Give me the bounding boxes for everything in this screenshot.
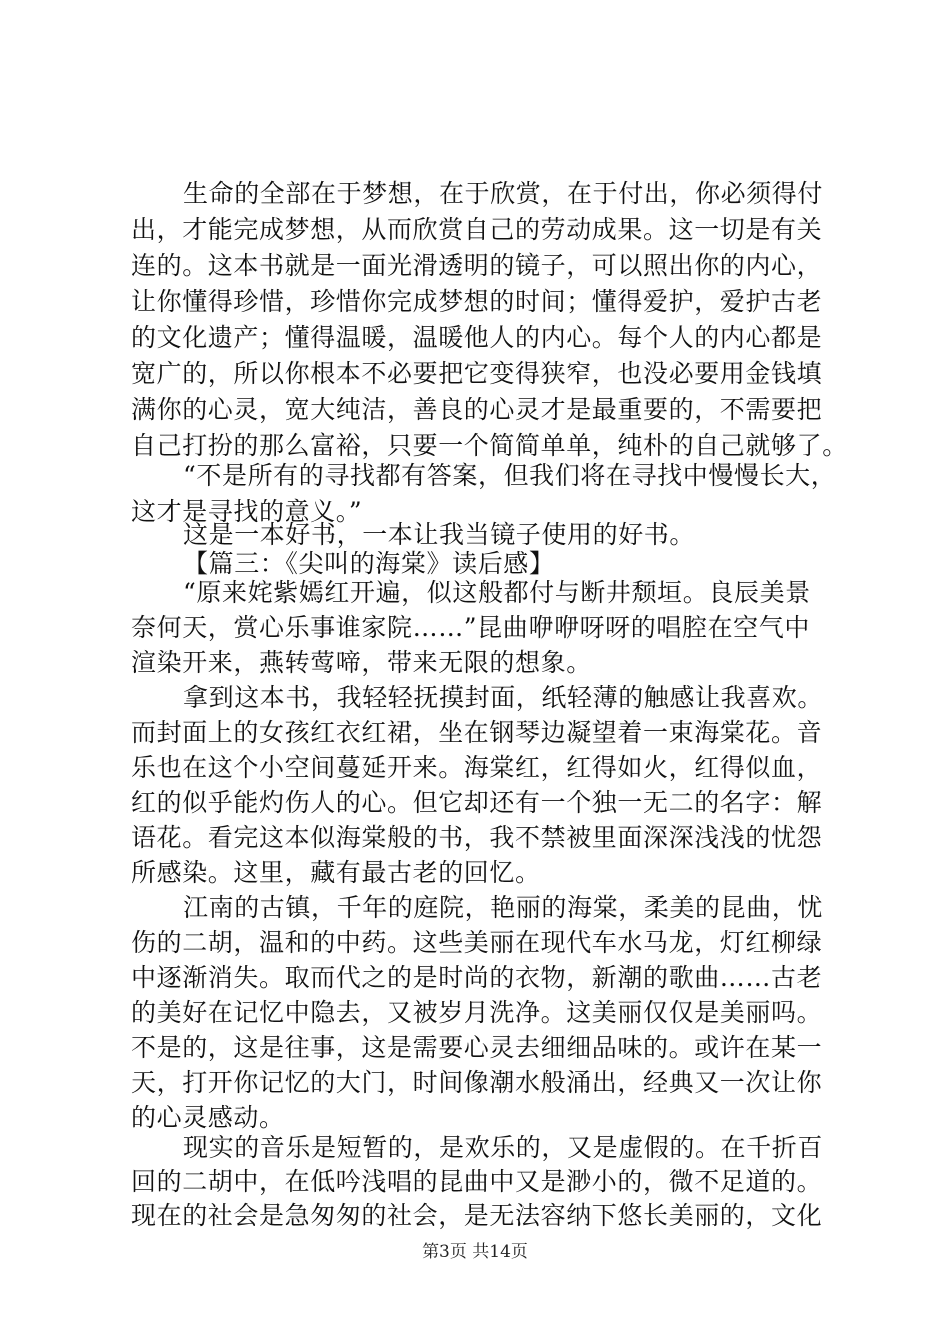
text-line: 让你懂得珍惜，珍惜你完成梦想的时间；懂得爱护，爱护古老 <box>131 287 823 316</box>
text-line: 自己打扮的那么富裕，只要一个简简单单，纯朴的自己就够了。 <box>131 431 848 460</box>
page-footer: 第3页 共14页 <box>422 1242 528 1262</box>
text-line: 连的。这本书就是一面光滑透明的镜子，可以照出你的内心， <box>131 251 823 280</box>
text-line: 乐也在这个小空间蔓延开来。海棠红，红得如火，红得似血， <box>131 753 823 782</box>
text-line: “不是所有的寻找都有答案，但我们将在寻找中慢慢长大， <box>183 461 837 490</box>
text-line: 回的二胡中，在低吟浅唱的昆曲中又是渺小的，微不足道的。 <box>131 1167 823 1196</box>
text-line: 天，打开你记忆的大门，时间像潮水般涌出，经典又一次让你 <box>131 1068 823 1097</box>
text-line: 伤的二胡，温和的中药。这些美丽在现代车水马龙，灯红柳绿 <box>131 928 823 957</box>
text-line: 这才是寻找的意义。” <box>131 497 363 526</box>
text-line: 语花。看完这本似海棠般的书，我不禁被里面深深浅浅的忧怨 <box>131 823 823 852</box>
text-line: 红的似乎能灼伤人的心。但它却还有一个独一无二的名字：解 <box>131 788 823 817</box>
text-line: 不是的，这是往事，这是需要心灵去细细品味的。或许在某一 <box>131 1033 823 1062</box>
text-line: 的心灵感动。 <box>131 1103 285 1132</box>
text-line: 江南的古镇，千年的庭院，艳丽的海棠，柔美的昆曲，忧 <box>183 893 824 922</box>
text-line: 现在的社会是急匆匆的社会，是无法容纳下悠长美丽的，文化 <box>131 1201 823 1230</box>
text-line: 而封面上的女孩红衣红裙，坐在钢琴边凝望着一束海棠花。音 <box>131 718 823 747</box>
text-line: 宽广的，所以你根本不必要把它变得狭窄，也没必要用金钱填 <box>131 359 823 388</box>
text-line: 的文化遗产；懂得温暖，温暖他人的内心。每个人的内心都是 <box>131 323 823 352</box>
text-line: 生命的全部在于梦想，在于欣赏，在于付出，你必须得付 <box>183 179 824 208</box>
text-line: 所感染。这里，藏有最古老的回忆。 <box>131 858 541 887</box>
text-line: 现实的音乐是短暂的，是欢乐的，又是虚假的。在千折百 <box>183 1133 824 1162</box>
text-line: 渲染开来，燕转莺啼，带来无限的想象。 <box>131 648 592 677</box>
text-line: 满你的心灵，宽大纯洁，善良的心灵才是最重要的，不需要把 <box>131 395 823 424</box>
text-line: 奈何天，赏心乐事谁家院……”昆曲咿咿呀呀的唱腔在空气中 <box>131 613 810 642</box>
text-line: “原来姹紫嫣红开遍，似这般都付与断井颓垣。良辰美景 <box>183 578 811 607</box>
text-line: 这是一本好书，一本让我当镜子使用的好书。 <box>183 520 696 549</box>
text-line: 中逐渐消失。取而代之的是时尚的衣物，新潮的歌曲……古老 <box>131 963 823 992</box>
section-heading: 【篇三：《尖叫的海棠》读后感】 <box>183 549 555 578</box>
text-line: 出，才能完成梦想，从而欣赏自己的劳动成果。这一切是有关 <box>131 215 823 244</box>
text-line: 的美好在记忆中隐去，又被岁月洗净。这美丽仅仅是美丽吗。 <box>131 998 823 1027</box>
text-line: 拿到这本书，我轻轻抚摸封面，纸轻薄的触感让我喜欢。 <box>183 683 824 712</box>
